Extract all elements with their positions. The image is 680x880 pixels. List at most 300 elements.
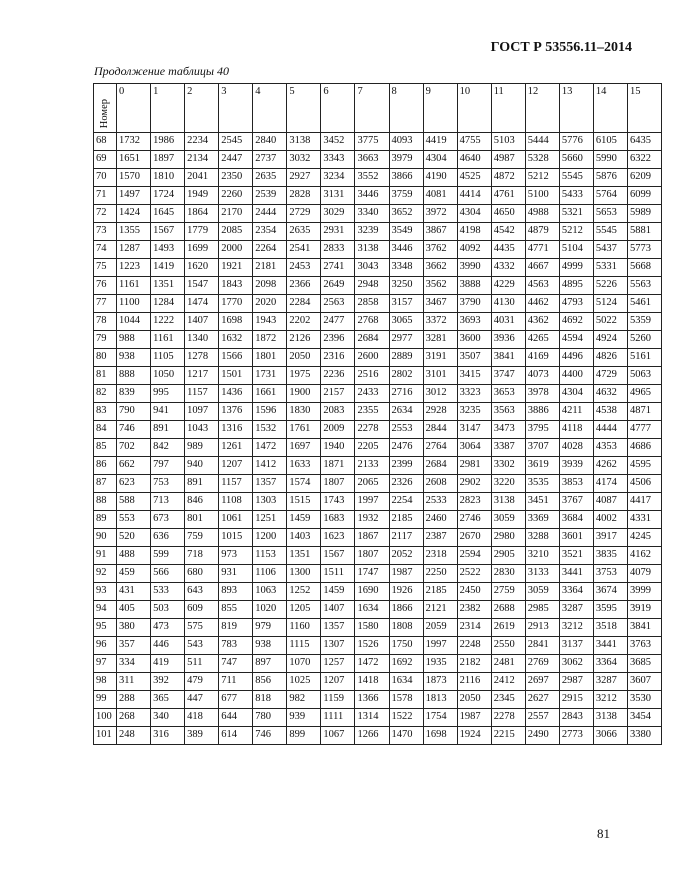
table-cell: 897 [253,655,287,673]
table-cell: 2460 [423,511,457,529]
table-cell: 4595 [627,457,661,475]
table-cell: 4755 [457,133,491,151]
table-cell: 3518 [593,619,627,637]
table-cell: 543 [185,637,219,655]
table-cell: 2181 [253,259,287,277]
table-cell: 3549 [389,223,423,241]
table-cell: 431 [117,583,151,601]
table-cell: 5433 [559,187,593,205]
table-cell: 941 [151,403,185,421]
table-cell: 3454 [627,709,661,727]
table-cell: 3323 [457,385,491,403]
row-number-cell: 96 [94,637,117,655]
table-cell: 1634 [355,601,389,619]
row-number-cell: 90 [94,529,117,547]
table-cell: 392 [151,673,185,691]
table-row [94,493,662,511]
table-cell: 5100 [525,187,559,205]
table-cell: 1871 [321,457,355,475]
header-cell: 4 [253,84,287,133]
table-cell: 753 [151,475,185,493]
table-cell: 3137 [559,637,593,655]
table-cell: 2768 [355,313,389,331]
table-cell: 1997 [423,637,457,655]
table-row [94,529,662,547]
table-cell: 1157 [185,385,219,403]
document-header: ГОСТ Р 53556.11–2014 [490,40,632,55]
table-cell: 1949 [185,187,219,205]
table-cell: 3595 [593,601,627,619]
table-cell: 3415 [457,367,491,385]
table-cell: 2764 [423,439,457,457]
table-cell: 1287 [117,241,151,259]
table-cell: 4265 [525,331,559,349]
table-cell: 1097 [185,403,219,421]
table-cell: 2490 [525,727,559,745]
table-cell: 2345 [491,691,525,709]
table-cell: 4081 [423,187,457,205]
table-cell: 1314 [355,709,389,727]
table-cell: 3343 [321,151,355,169]
table-cell: 2948 [355,277,389,295]
table-cell: 2202 [287,313,321,331]
table-row [94,403,662,421]
table-cell: 4190 [423,169,457,187]
table-cell: 3348 [389,259,423,277]
table-cell: 1366 [355,691,389,709]
table-row [94,637,662,655]
table-cell: 1493 [151,241,185,259]
header-cell: 2 [185,84,219,133]
table-cell: 3369 [525,511,559,529]
table-cell: 1813 [423,691,457,709]
table-cell: 783 [219,637,253,655]
table-cell: 2759 [491,583,525,601]
table-cell: 488 [117,547,151,565]
table-cell: 1351 [287,547,321,565]
table-cell: 1222 [151,313,185,331]
table-cell: 1501 [219,367,253,385]
table-cell: 4632 [593,385,627,403]
table-cell: 5260 [627,331,661,349]
table-cell: 1472 [253,439,287,457]
table-cell: 3364 [593,655,627,673]
table-cell: 5668 [627,259,661,277]
table-cell: 5989 [627,205,661,223]
table-cell: 3707 [525,439,559,457]
table-cell: 4028 [559,439,593,457]
table-cell: 4229 [491,277,525,295]
table-cell: 4304 [423,151,457,169]
table-cell: 3131 [321,187,355,205]
table-cell: 2254 [389,493,423,511]
table-cell: 1866 [389,601,423,619]
table-cell: 473 [151,619,185,637]
table-cell: 4087 [593,493,627,511]
table-cell: 5660 [559,151,593,169]
header-cell: 15 [627,84,661,133]
table-cell: 4417 [627,493,661,511]
table-cell: 1100 [117,295,151,313]
table-cell: 1407 [321,601,355,619]
table-cell: 3790 [457,295,491,313]
table-cell: 5653 [593,205,627,223]
table-cell: 1307 [321,637,355,655]
table-cell: 1632 [219,331,253,349]
table-cell: 2844 [423,421,457,439]
table-cell: 5022 [593,313,627,331]
table-cell: 3212 [559,619,593,637]
table-cell: 3835 [593,547,627,565]
row-number-cell: 74 [94,241,117,259]
table-cell: 5773 [627,241,661,259]
table-cell: 2635 [253,169,287,187]
table-cell: 1061 [219,511,253,529]
row-number-cell: 72 [94,205,117,223]
table-cell: 3853 [559,475,593,493]
table-cell: 357 [117,637,151,655]
table-row [94,547,662,565]
table-cell: 4073 [525,367,559,385]
table-cell: 3607 [627,673,661,691]
table-cell: 1732 [117,133,151,151]
table-cell: 1474 [185,295,219,313]
table-cell: 747 [219,655,253,673]
table-cell: 4667 [525,259,559,277]
table-cell: 2117 [389,529,423,547]
table-cell: 780 [253,709,287,727]
table-cell: 2382 [457,601,491,619]
table-cell: 623 [117,475,151,493]
table-cell: 5328 [525,151,559,169]
table-cell: 3138 [355,241,389,259]
table-cell: 2985 [525,601,559,619]
table-cell: 4130 [491,295,525,313]
table-cell: 1924 [457,727,491,745]
header-cell: 9 [423,84,457,133]
table-row [94,385,662,403]
table-cell: 2769 [525,655,559,673]
table-cell: 3380 [627,727,661,745]
table-cell: 899 [287,727,321,745]
table-cell: 662 [117,457,151,475]
table-cell: 1547 [185,277,219,295]
table-cell: 1570 [117,169,151,187]
table-cell: 2450 [457,583,491,601]
row-number-cell: 83 [94,403,117,421]
table-cell: 1750 [389,637,423,655]
row-number-cell: 68 [94,133,117,151]
table-cell: 3387 [491,439,525,457]
header-cell: 1 [151,84,185,133]
table-row [94,583,662,601]
table-cell: 2902 [457,475,491,493]
table-cell: 3364 [559,583,593,601]
table-cell: 3535 [525,475,559,493]
table-header-row [94,84,662,133]
table-cell: 1574 [287,475,321,493]
table-cell: 3452 [321,133,355,151]
row-number-cell: 79 [94,331,117,349]
table-cell: 1873 [423,673,457,691]
table-cell: 673 [151,511,185,529]
table-cell: 677 [219,691,253,709]
table-cell: 2433 [355,385,389,403]
table-cell: 1357 [321,619,355,637]
table-cell: 1355 [117,223,151,241]
table-cell: 855 [219,601,253,619]
table-cell: 1596 [253,403,287,421]
table-cell: 4169 [525,349,559,367]
table-cell: 3978 [525,385,559,403]
table-cell: 2278 [355,421,389,439]
table-cell: 1108 [219,493,253,511]
table-cell: 713 [151,493,185,511]
table-cell: 3138 [491,493,525,511]
table-cell: 3674 [593,583,627,601]
table-cell: 1731 [253,367,287,385]
header-cell: 11 [491,84,525,133]
table-cell: 2041 [185,169,219,187]
table-cell: 2447 [219,151,253,169]
table-cell: 2915 [559,691,593,709]
table-cell: 4650 [491,205,525,223]
table-cell: 2050 [457,691,491,709]
table-row [94,439,662,457]
table-cell: 4826 [593,349,627,367]
table-cell: 2841 [525,637,559,655]
table-cell: 3157 [389,295,423,313]
table-cell: 1810 [151,169,185,187]
table-cell: 4761 [491,187,525,205]
table-cell: 2833 [321,241,355,259]
table-cell: 891 [151,421,185,439]
table-cell: 3747 [491,367,525,385]
table-cell: 614 [219,727,253,745]
row-number-cell: 86 [94,457,117,475]
table-cell: 3133 [525,565,559,583]
table-cell: 6105 [593,133,627,151]
table-cell: 311 [117,673,151,691]
table-cell: 511 [185,655,219,673]
table-cell: 4118 [559,421,593,439]
table-cell: 599 [151,547,185,565]
table-cell: 1106 [253,565,287,583]
table-cell: 1940 [321,439,355,457]
table-cell: 5212 [559,223,593,241]
table-cell: 2000 [219,241,253,259]
table-cell: 1207 [219,457,253,475]
table-cell: 982 [287,691,321,709]
table-cell: 3446 [389,241,423,259]
table-row [94,205,662,223]
table-cell: 5331 [593,259,627,277]
table-cell: 1867 [355,529,389,547]
table-cell: 2843 [559,709,593,727]
table-cell: 4462 [525,295,559,313]
table-cell: 2828 [287,187,321,205]
table-cell: 2009 [321,421,355,439]
table-cell: 1205 [287,601,321,619]
table-cell: 2913 [525,619,559,637]
table-caption: Продолжение таблицы 40 [94,64,230,78]
table-row [94,277,662,295]
table-cell: 4924 [593,331,627,349]
table-cell: 3552 [355,169,389,187]
table-cell: 4304 [559,385,593,403]
table-cell: 4198 [457,223,491,241]
table-cell: 418 [185,709,219,727]
table-row [94,223,662,241]
table-cell: 4262 [593,457,627,475]
header-cell: 14 [593,84,627,133]
table-cell: 1459 [287,511,321,529]
table-cell: 2052 [389,547,423,565]
table-cell: 3101 [423,367,457,385]
table-row [94,295,662,313]
table-cell: 979 [253,619,287,637]
table-cell: 3287 [559,601,593,619]
table-cell: 5359 [627,313,661,331]
row-number-cell: 75 [94,259,117,277]
table-cell: 1412 [253,457,287,475]
table-cell: 2737 [253,151,287,169]
table-cell: 746 [253,727,287,745]
table-cell: 4419 [423,133,457,151]
table-cell: 1419 [151,259,185,277]
table-cell: 2928 [423,403,457,421]
table-cell: 3693 [457,313,491,331]
table-cell: 2600 [355,349,389,367]
table-cell: 3043 [355,259,389,277]
table-cell: 1697 [287,439,321,457]
table-cell: 2481 [491,655,525,673]
table-cell: 2516 [355,367,389,385]
table-cell: 2133 [355,457,389,475]
table-cell: 1633 [287,457,321,475]
table-cell: 1105 [151,349,185,367]
table-cell: 566 [151,565,185,583]
table-cell: 1157 [219,475,253,493]
table-cell: 3521 [559,547,593,565]
table-cell: 888 [117,367,151,385]
table-cell: 4999 [559,259,593,277]
table-row [94,727,662,745]
table-cell: 2020 [253,295,287,313]
table-cell: 2366 [287,277,321,295]
table-cell: 2981 [457,457,491,475]
row-number-cell: 77 [94,295,117,313]
table-cell: 2987 [559,673,593,691]
table-cell: 1340 [185,331,219,349]
table-cell: 4332 [491,259,525,277]
table-cell: 533 [151,583,185,601]
table-cell: 6209 [627,169,661,187]
table-cell: 2354 [253,223,287,241]
table-cell: 2563 [321,295,355,313]
table-cell: 680 [185,565,219,583]
table-cell: 5321 [559,205,593,223]
table-cell: 2889 [389,349,423,367]
row-number-cell: 78 [94,313,117,331]
table-cell: 1522 [389,709,423,727]
table-cell: 1511 [321,565,355,583]
table-cell: 1986 [151,133,185,151]
table-cell: 5776 [559,133,593,151]
table-cell: 1257 [321,655,355,673]
table-row [94,475,662,493]
table-cell: 2085 [219,223,253,241]
table-cell: 2185 [389,511,423,529]
header-cell: 8 [389,84,423,133]
table-cell: 5437 [593,241,627,259]
table-cell: 1578 [389,691,423,709]
row-number-cell: 101 [94,727,117,745]
table-cell: 3563 [491,403,525,421]
table-cell: 4872 [491,169,525,187]
table-cell: 1200 [253,529,287,547]
table-cell: 2697 [525,673,559,691]
table-cell: 1403 [287,529,321,547]
table-cell: 1472 [355,655,389,673]
table-cell: 405 [117,601,151,619]
table-cell: 2050 [287,349,321,367]
table-cell: 2185 [423,583,457,601]
table-row [94,655,662,673]
table-cell: 2083 [321,403,355,421]
table-cell: 3662 [423,259,457,277]
header-cell: 12 [525,84,559,133]
table-cell: 939 [287,709,321,727]
table-cell: 797 [151,457,185,475]
table-cell: 3340 [355,205,389,223]
table-cell: 2318 [423,547,457,565]
table-cell: 4987 [491,151,525,169]
header-cell: 0 [117,84,151,133]
table-cell: 856 [253,673,287,691]
table-cell: 1997 [355,493,389,511]
table-cell: 711 [219,673,253,691]
table-cell: 5444 [525,133,559,151]
table-cell: 1067 [321,727,355,745]
table-cell: 5545 [593,223,627,241]
table-cell: 1747 [355,565,389,583]
table-cell: 1436 [219,385,253,403]
table-cell: 389 [185,727,219,745]
table-cell: 4362 [525,313,559,331]
table-cell: 4538 [593,403,627,421]
table-cell: 3530 [627,691,661,709]
table-cell: 1761 [287,421,321,439]
table-cell: 2355 [355,403,389,421]
row-number-cell: 100 [94,709,117,727]
table-cell: 2116 [457,673,491,691]
table-cell: 4777 [627,421,661,439]
table-cell: 3917 [593,529,627,547]
table-cell: 2134 [185,151,219,169]
table-cell: 989 [185,439,219,457]
table-cell: 4525 [457,169,491,187]
table-cell: 1266 [355,727,389,745]
table-cell: 3288 [525,529,559,547]
table-cell: 365 [151,691,185,709]
table-cell: 4435 [491,241,525,259]
table-cell: 995 [151,385,185,403]
table-cell: 1070 [287,655,321,673]
table-cell: 5212 [525,169,559,187]
table-cell: 3775 [355,133,389,151]
page-number: 81 [597,826,610,841]
